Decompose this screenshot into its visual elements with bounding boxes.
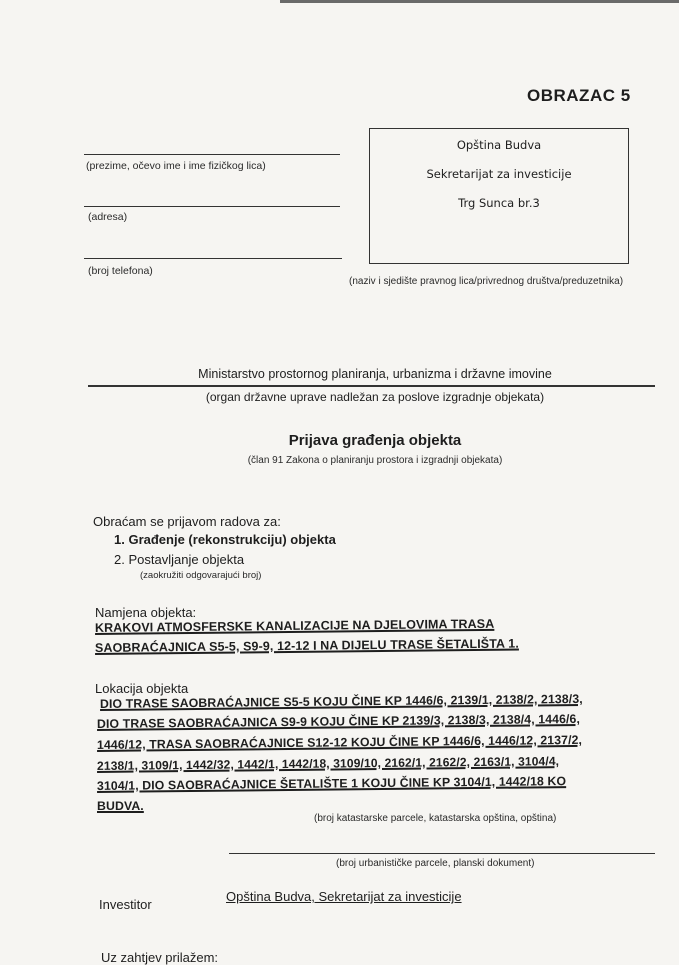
option-1-number: 1. xyxy=(114,532,125,547)
location-label: Lokacija objekta xyxy=(95,681,189,696)
location-line-4: 2138/1, 3109/1, 1442/32, 1442/1, 1442/18, 3109/10, 2162/1, 2162/2, 2163/1, 3104/4, xyxy=(96,754,560,773)
form-number: OBRAZAC 5 xyxy=(527,86,631,105)
option-1 xyxy=(114,532,336,547)
location-line-2: DIO TRASE SAOBRAĆAJNICA S9-9 KOJU ČINE KP 2139/3, 2138/3, 2138/4, 1446/6, xyxy=(96,711,581,731)
urban-parcel-line xyxy=(229,853,655,854)
option-2 xyxy=(114,552,244,567)
address-line xyxy=(84,206,340,207)
investor-label: Investitor xyxy=(99,897,152,912)
recipient-line-2: Sekretarijat za investicije xyxy=(426,167,572,181)
address-label: (adresa) xyxy=(88,211,128,223)
phone-label: (broj telefona) xyxy=(88,265,153,277)
investor-value: Opština Budva, Sekretarijat za investicije xyxy=(226,889,462,904)
cadastral-caption: (broj katastarske parcele, katastarska opština, opština) xyxy=(314,813,557,824)
legal-entity-label: (naziv i sjedište pravnog lica/privrednog društva/preduzetnika) xyxy=(349,276,624,287)
purpose-line-2: SAOBRAĆAJNICA S5-5, S9-9, 12-12 I NA DIJELU TRASE ŠETALIŠTA 1. xyxy=(94,636,519,655)
options-hint: (zaokružiti odgovarajući broj) xyxy=(140,570,262,581)
purpose-label: Namjena objekta: xyxy=(95,605,197,620)
location-line-5: 3104/1, DIO SAOBRAĆAJNICE ŠETALIŠTE 1 KOJU ČINE KP 3104/1, 1442/18 KO xyxy=(96,774,567,793)
phone-line xyxy=(84,258,342,259)
scan-edge-line xyxy=(280,0,679,3)
authority-name: Ministarstvo prostornog planiranja, urbanizma i državne imovine xyxy=(198,367,552,381)
purpose-line-1: KRAKOVI ATMOSFERSKE KANALIZACIJE NA DJELOVIMA TRASA xyxy=(94,616,495,635)
recipient-line-3: Trg Sunca br.3 xyxy=(458,196,540,210)
location-line-1: DIO TRASE SAOBRAĆAJNICE S5-5 KOJU ČINE KP 1446/6, 2139/1, 2138/2, 2138/3, xyxy=(99,691,583,711)
document-title: Prijava građenja objekta xyxy=(288,432,462,449)
location-line-3: 1446/12, TRASA SAOBRAĆAJNICE S12-12 KOJU ČINE KP 1446/6, 1446/12, 2137/2, xyxy=(96,732,583,752)
document-subtitle: (član 91 Zakona o planiranju prostora i izgradnji objekata) xyxy=(247,455,503,466)
attachments-label: Uz zahtjev prilažem: xyxy=(101,950,219,965)
option-1-label: Građenje (rekonstrukciju) objekta xyxy=(128,532,336,547)
option-2-number: 2. xyxy=(114,552,125,567)
applicant-name-label: (prezime, očevo ime i ime fizičkog lica) xyxy=(86,160,266,172)
authority-line xyxy=(88,385,655,387)
urban-caption: (broj urbanističke parcele, planski dokument) xyxy=(336,858,535,869)
authority-caption: (organ državne uprave nadležan za poslove izgradnje objekata) xyxy=(205,390,545,404)
location-line-6: BUDVA. xyxy=(97,799,144,813)
option-2-label: Postavljanje objekta xyxy=(128,552,245,567)
applicant-name-line xyxy=(84,154,340,155)
recipient-box xyxy=(369,128,629,264)
recipient-line-1: Opština Budva xyxy=(456,138,542,152)
intro-text: Obraćam se prijavom radova za: xyxy=(93,514,281,529)
